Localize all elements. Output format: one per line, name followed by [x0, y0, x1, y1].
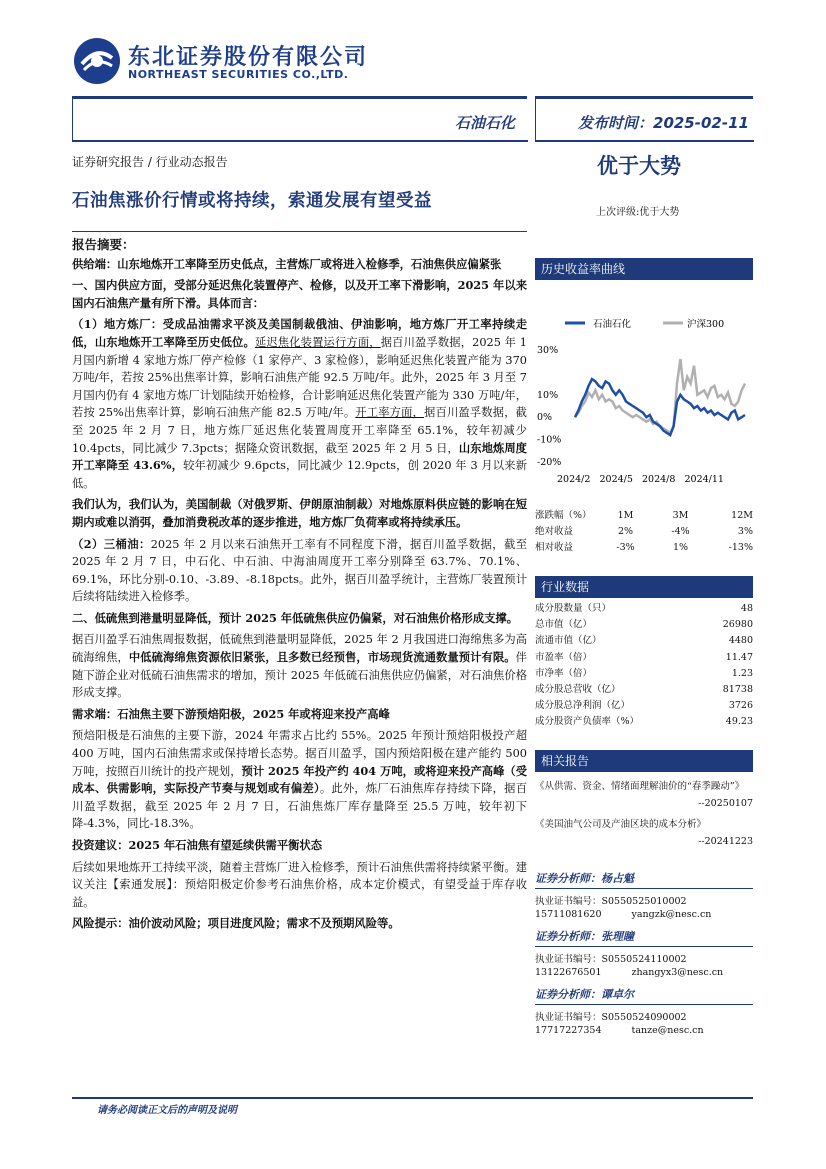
summary-body	[72, 236, 527, 937]
right-column	[535, 258, 753, 1036]
industry-row	[535, 682, 753, 698]
industry-row-value: 4480	[728, 635, 753, 647]
analyst-license: 执业证书编号：S0550524090002	[535, 1012, 687, 1024]
industry-row-value: 11.47	[725, 651, 753, 663]
supply-para-4: （2）三桶油：2025 年 2 月以来石油焦开工率有不同程度下滑，据百川盈孚数据，截至 2025 年 2 月 7 日，中石化、中石油、中海油周度开工率分别降至 63.7%、70.1%、69.1%，环比分别-0.10、-3.89、-8.18pcts。此外，据百川盈孚统计，主营炼厂装置预计后续将陆续进入检修季。	[72, 536, 527, 604]
y-tick-label: 30%	[537, 345, 559, 356]
analyst-phone: 15711081620	[535, 909, 602, 921]
industry-row	[535, 666, 753, 682]
legend-label-s2: 沪深300	[687, 319, 725, 330]
analyst-license: 执业证书编号：S0550524110002	[535, 954, 687, 966]
industry-row-label: 成分股总营收（亿）	[535, 683, 621, 695]
page-title: 石油焦涨价行情或将持续，索通发展有望受益	[72, 191, 432, 211]
perf-chart-title: 历史收益率曲线	[535, 258, 753, 280]
analyst-email[interactable]: tanze@nesc.cn	[631, 1025, 704, 1037]
related-report-date: --20250107	[698, 798, 753, 810]
analyst-license: 执业证书编号：S0550525010002	[535, 896, 687, 908]
industry-row-value: 81738	[722, 683, 753, 695]
industry-row-label: 成分股数量（只）	[535, 603, 612, 615]
related-report-title[interactable]: 《美国油气公司及产油区块的成本分析》	[535, 819, 707, 831]
industry-row-label: 成分股总净利润（亿）	[535, 699, 631, 711]
summary-divider	[72, 231, 527, 232]
x-tick-label: 2024/8	[642, 474, 676, 485]
returns-row: 绝对收益 2% -4% 3%	[535, 526, 753, 538]
industry-row-label: 总市值（亿）	[535, 619, 593, 631]
industry-row-value: 48	[740, 603, 753, 615]
demand-para: 预焙阳极是石油焦的主要下游，2024 年需求占比约 55%。2025 年预计预焙阳极投产超 400 万吨，国内石油焦需求或保持增长态势。据百川盈孚，国内预焙阳极在建产能约 500 万吨，按照百川统计的投产规划，预计 2025 年投产约 404 万吨，或将迎来投产高峰（受成本、供需影响，实际投产节奏与规划或有偏差）。此外，炼厂石油焦库存持续下降，据百川盈孚数据，截至 2025 年 2 月 7 日，石油焦炼厂库存量降至 25.5 万吨，较年初下降-4.3%，同比-18.3%。	[72, 729, 527, 831]
x-tick-label: 2024/2	[557, 474, 591, 485]
series-line-petro	[575, 379, 745, 435]
y-tick-label: -20%	[537, 457, 562, 468]
demand-heading: 需求端：石油焦主要下游预焙阳极，2025 年或将迎来投产高峰	[72, 706, 390, 721]
series-line-hs300	[575, 359, 745, 433]
risk-note: 风险提示：油价波动风险；项目进度风险；需求不及预期风险等。	[72, 916, 400, 931]
legend-label-s1: 石油石化	[593, 319, 632, 330]
related-report-date: --20241223	[698, 836, 753, 848]
invest-heading: 投资建议：2025 年石油焦有望延续供需平衡状态	[72, 838, 323, 852]
logo-mark-icon	[72, 36, 122, 86]
sector-label: 石油石化	[455, 114, 516, 132]
industry-row-value: 3726	[728, 699, 753, 711]
analyst-phone: 13122676501	[535, 967, 602, 979]
company-name-en: NORTHEAST SECURITIES CO.,LTD.	[128, 68, 349, 81]
supply-para-5: 二、低硫焦到港量明显降低，预计 2025 年低硫焦供应仍偏紧，对石油焦价格形成支撑。	[72, 610, 518, 625]
publish-date: 发布时间：2025-02-11	[578, 114, 749, 132]
industry-data-title: 行业数据	[535, 576, 753, 598]
industry-row-value: 1.23	[731, 667, 753, 679]
related-reports-title: 相关报告	[535, 750, 753, 772]
report-type: 证券研究报告 / 行业动态报告	[72, 155, 228, 169]
rating: 优于大势	[597, 153, 681, 178]
supply-para-6: 据百川盈孚石油焦周报数据，低硫焦到港量明显降低，2025 年 2 月我国进口海绵焦多为高硫海绵焦，中低硫海绵焦资源依旧紧张，且多数已经预售，市场现货流通数量预计有限。伴随下游企业对低硫石油焦需求的增加，预计 2025 年低硫石油焦供应仍偏紧，对石油焦价格形成支撑。	[72, 633, 527, 700]
returns-header: 涨跌幅（%） 1M 3M 12M	[535, 510, 753, 521]
analyst-name: 证券分析师：杨占魁	[535, 870, 753, 889]
perf-chart	[535, 280, 753, 500]
analyst-phone: 17717227354	[535, 1025, 602, 1037]
supply-para-1: 一、国内供应方面，受部分延迟焦化装置停产、检修，以及开工率下滑影响，2025 年以来国内石油焦产量有所下滑。具体而言：	[72, 278, 527, 310]
analyst-block	[535, 986, 753, 1036]
prev-rating: 上次评级:优于大势	[596, 207, 680, 218]
analyst-email[interactable]: zhangyx3@nesc.cn	[631, 967, 724, 979]
related-reports	[535, 778, 753, 850]
industry-row-value: 49.23	[725, 715, 753, 727]
industry-row	[535, 601, 753, 617]
industry-row-value: 26980	[722, 619, 753, 631]
footer-note: 请务必阅读正文后的声明及说明	[97, 1105, 237, 1116]
industry-row-label: 市净率（倍）	[535, 667, 593, 679]
supply-heading: 供给端：山东地炼开工率降至历史低点，主营炼厂或将进入检修季，石油焦供应偏紧张	[72, 256, 502, 271]
industry-row	[535, 714, 753, 730]
analyst-block	[535, 870, 753, 920]
supply-para-3: 我们认为，我们认为，美国制裁（对俄罗斯、伊朗原油制裁）对地炼原料供应链的影响在短期内或难以消弭，叠加消费税改革的逐步推进，地方炼厂负荷率或将持续承压。	[72, 497, 527, 529]
company-name-cn: 东北证券股份有限公司	[128, 45, 369, 70]
industry-row	[535, 650, 753, 666]
returns-table	[535, 508, 753, 556]
x-tick-label: 2024/5	[599, 474, 633, 485]
industry-row-label: 成分股资产负债率（%）	[535, 715, 640, 727]
y-tick-label: 0%	[537, 412, 553, 424]
x-tick-label: 2024/11	[684, 474, 724, 485]
y-tick-label: -10%	[537, 434, 562, 446]
analyst-name: 证券分析师：张理瞳	[535, 928, 753, 947]
footer-rule	[72, 1097, 753, 1099]
returns-row: 相对收益 -3% 1% -13%	[535, 542, 753, 554]
summary-heading: 报告摘要：	[72, 237, 135, 252]
analyst-block	[535, 928, 753, 978]
industry-table	[535, 601, 753, 730]
analyst-name: 证券分析师：谭卓尔	[535, 986, 753, 1005]
industry-row-label: 市盈率（倍）	[535, 651, 593, 663]
y-tick-label: 10%	[537, 389, 559, 401]
industry-row-label: 流通市值（亿）	[535, 635, 602, 647]
invest-para: 后续如果地炼开工持续平淡，随着主营炼厂进入检修季，预计石油焦供需将持续紧平衡。建议关注【索通发展】：预焙阳极定价参考石油焦价格，成本定价模式，有望受益于库存收益。	[72, 860, 527, 909]
industry-row	[535, 698, 753, 714]
related-report-title[interactable]: 《从供需、资金、情绪面理解油价的“春季躁动”》	[535, 781, 745, 793]
analysts	[535, 870, 753, 1036]
supply-para-2: （1）地方炼厂：受成品油需求平淡及美国制裁俄油、伊油影响，地方炼厂开工率持续走低，山东地炼开工率降至历史低位。延迟焦化装置运行方面，据百川盈孚数据，2025 年 1 月国内新增 4 家地方炼厂停产检修（1 家停产、3 家检修），影响延迟焦化装置产能为 370 万吨/年，若按 25%出焦率计算，影响石油焦产能 92.5 万吨/年。此外，2025 年 3 月至 7 月国内仍有 4 家地方炼厂计划陆续开始检修，合计影响延迟焦化装置产能为 330 万吨/年，若按 25%出焦率计算，影响石油焦产能 82.5 万吨/年。开工率方面，据百川盈孚数据，截至 2025 年 2 月 7 日，地方炼厂延迟焦化装置周度开工率降至 65.1%，较年初减少 10.4pcts，同比减少 7.3pcts；据隆众资讯数据，截至 2025 年 2 月 5 日，山东地炼周度开工率降至 43.6%，较年初减少 9.6pcts，同比减少 12.9pcts，创 2020 年 3 月以来新低。	[72, 317, 527, 490]
industry-row	[535, 633, 753, 649]
company-logo	[72, 36, 122, 86]
industry-row	[535, 617, 753, 633]
analyst-email[interactable]: yangzk@nesc.cn	[631, 909, 712, 921]
